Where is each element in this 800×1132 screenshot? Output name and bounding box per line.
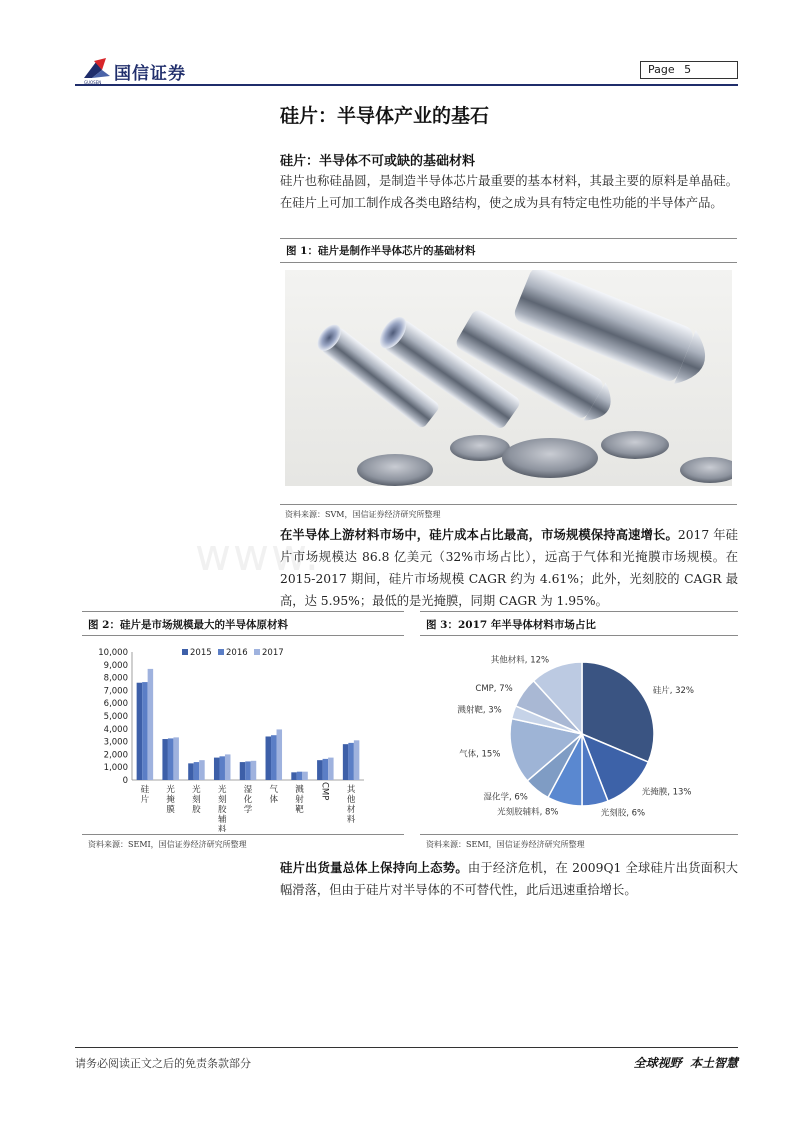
figure2-bottom-rule [82, 834, 404, 835]
bar-2016 [297, 772, 303, 780]
bar-2016 [194, 762, 200, 780]
pie-chart [420, 640, 738, 832]
pie-label: CMP, 7% [475, 683, 513, 694]
x-tick-label: 其他材料 [346, 785, 356, 825]
y-tick-label: 9,000 [103, 660, 128, 671]
figure3-source: 资料来源：SEMI，国信证券经济研究所整理 [426, 840, 585, 849]
bar-2015 [291, 772, 297, 780]
subsection-title: 硅片：半导体不可或缺的基础材料 [280, 154, 476, 169]
x-tick-label: 气体 [269, 785, 279, 805]
figure2-top-rule [82, 611, 404, 612]
footer-slogan: 全球视野 本土智慧 [633, 1056, 738, 1070]
x-tick-label: 光掩膜 [166, 785, 175, 815]
market-paragraph-lead: 在半导体上游材料市场中，硅片成本占比最高，市场规模保持高速增长。 [280, 527, 678, 542]
bar-2017 [328, 758, 334, 780]
figure1-source: 资料来源：SVM，国信证券经济研究所整理 [285, 510, 441, 519]
x-tick-label: 湿化学 [243, 785, 253, 815]
section-title: 硅片：半导体产业的基石 [280, 105, 490, 127]
market-paragraph [280, 524, 738, 612]
y-tick-label: 8,000 [103, 673, 128, 684]
bar-2016 [323, 759, 329, 780]
legend-swatch [254, 649, 260, 655]
legend-label: 2016 [226, 648, 248, 658]
bar-2016 [271, 735, 277, 780]
x-tick-label: 溅射靶 [295, 785, 304, 815]
pie-label: 湿化学, 6% [483, 792, 528, 803]
bar-2015 [266, 736, 272, 780]
bar-2017 [251, 761, 257, 780]
footer-rule [75, 1047, 738, 1048]
page-label: Page [648, 63, 675, 76]
pie-label: 其他材料, 12% [490, 655, 550, 666]
shipment-paragraph [280, 857, 738, 901]
intro-paragraph: 硅片也称硅晶圆，是制造半导体芯片最重要的基本材料，其最主要的原料是单晶硅。在硅片上可加工制作成各类电路结构，使之成为具有特定电性功能的半导体产品。 [280, 174, 738, 210]
figure2-title-rule [82, 635, 404, 636]
bar-2016 [168, 738, 174, 780]
y-tick-label: 7,000 [103, 686, 128, 697]
figure3-title: 图 3：2017 年半导体材料市场占比 [426, 619, 596, 631]
pie-label: 光刻胶辅料, 8% [497, 807, 559, 818]
figure3-bottom-rule [420, 834, 738, 835]
y-tick-label: 1,000 [103, 763, 128, 774]
logo-subtext: GUOSEN [84, 80, 102, 85]
legend-swatch [218, 649, 224, 655]
bar-2017 [277, 729, 283, 780]
pie-label: 硅片, 32% [652, 685, 694, 696]
figure2-source: 资料来源：SEMI，国信证券经济研究所整理 [88, 840, 247, 849]
figure2-title: 图 2：硅片是市场规模最大的半导体原材料 [88, 619, 288, 631]
x-tick-label: 光刻胶 [192, 785, 201, 815]
bar-2017 [354, 740, 360, 780]
legend-label: 2015 [190, 648, 212, 658]
logo-text: 国信证券 [114, 64, 186, 84]
bar-2017 [199, 760, 205, 780]
logo-mark-icon [82, 58, 112, 80]
shipment-paragraph-lead: 硅片出货量总体上保持向上态势。 [280, 860, 468, 875]
pie-label: 光刻胶, 6% [600, 808, 646, 819]
x-tick-label: 硅片 [140, 785, 150, 805]
logo [82, 58, 202, 84]
bar-2015 [317, 760, 323, 780]
figure1-title-rule [280, 262, 737, 263]
bar-2016 [245, 761, 251, 780]
pie-label: 气体, 15% [459, 749, 501, 760]
shipment-paragraph-body: 由于经济危机，在 2009Q1 全球硅片出货面积大幅滑落，但由于硅片对半导体的不可替代性，此后迅速重拾增长。 [280, 861, 738, 897]
bar-2016 [219, 756, 225, 780]
bar-2017 [225, 754, 231, 780]
page-indicator [640, 61, 738, 79]
market-paragraph-body: 2017 年硅片市场规模达 86.8 亿美元（32%市场占比），远高于气体和光掩膜市场规模。在 2015-2017 期间，硅片市场规模 CAGR 约为 4.61%；此外，光刻胶的 CAGR 最高，达 5.95%；最低的是光掩膜，同期 CAGR 为 1.95%。 [280, 528, 738, 608]
watermark: www. [195, 530, 321, 581]
bar-2015 [162, 739, 168, 780]
bar-chart [82, 640, 404, 832]
bar-2016 [142, 682, 148, 780]
bar-2015 [188, 763, 194, 780]
bar-2015 [137, 683, 143, 780]
x-tick-label: 光刻胶辅料 [217, 785, 227, 832]
bar-2015 [240, 762, 246, 780]
bar-2015 [343, 744, 349, 780]
figure3-title-rule [420, 635, 738, 636]
page-number: 5 [684, 63, 692, 76]
figure1-bottom-rule [280, 504, 737, 505]
figure1-top-rule [280, 238, 737, 239]
y-tick-label: 10,000 [98, 648, 128, 658]
footer-disclaimer: 请务必阅读正文之后的免责条款部分 [75, 1057, 251, 1070]
legend-label: 2017 [262, 648, 284, 658]
figure3-top-rule [420, 611, 738, 612]
header-rule [75, 84, 738, 86]
pie-label: 光掩膜, 13% [641, 787, 692, 798]
y-tick-label: 5,000 [103, 712, 128, 722]
figure1-title: 图 1：硅片是制作半导体芯片的基础材料 [286, 245, 476, 257]
bar-2016 [348, 743, 354, 780]
silicon-ingot-photo [285, 270, 732, 486]
bar-2017 [148, 669, 154, 780]
bar-2017 [302, 772, 308, 780]
y-tick-label: 2,000 [103, 750, 128, 761]
y-tick-label: 6,000 [103, 699, 128, 710]
bar-2015 [214, 758, 220, 780]
pie-label: 溅射靶, 3% [457, 705, 502, 716]
y-tick-label: 0 [122, 776, 128, 786]
bar-2017 [173, 737, 179, 780]
legend-swatch [182, 649, 188, 655]
x-tick-label: CMP [319, 782, 330, 801]
y-tick-label: 3,000 [103, 737, 128, 748]
y-tick-label: 4,000 [103, 724, 128, 735]
